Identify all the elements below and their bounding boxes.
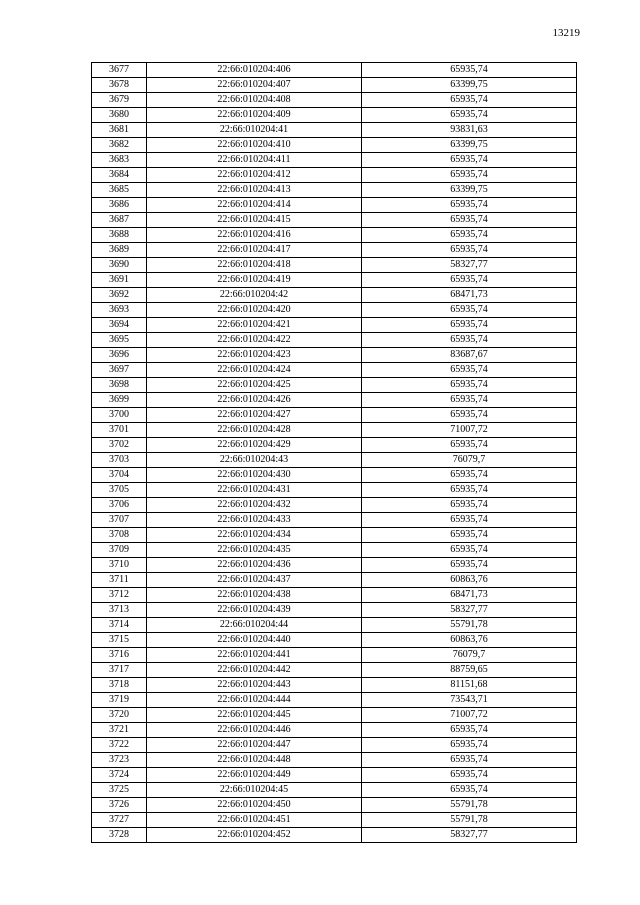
table-row bbox=[92, 528, 577, 543]
cadastral-value-cell: 65935,74 bbox=[362, 213, 577, 228]
cadastral-number-cell: 22:66:010204:414 bbox=[147, 198, 362, 213]
cadastral-value-cell: 76079,7 bbox=[362, 648, 577, 663]
cadastral-value-cell: 93831,63 bbox=[362, 123, 577, 138]
table-row bbox=[92, 468, 577, 483]
cadastral-number-cell: 22:66:010204:433 bbox=[147, 513, 362, 528]
cadastral-number-cell: 22:66:010204:432 bbox=[147, 498, 362, 513]
table-row bbox=[92, 618, 577, 633]
table-row bbox=[92, 423, 577, 438]
cadastral-number-cell: 22:66:010204:434 bbox=[147, 528, 362, 543]
cadastral-value-cell: 55791,78 bbox=[362, 798, 577, 813]
cadastral-number-cell: 22:66:010204:449 bbox=[147, 768, 362, 783]
cadastral-value-cell: 65935,74 bbox=[362, 738, 577, 753]
cadastral-number-cell: 22:66:010204:440 bbox=[147, 633, 362, 648]
row-number-cell: 3685 bbox=[92, 183, 147, 198]
table-row bbox=[92, 708, 577, 723]
cadastral-number-cell: 22:66:010204:428 bbox=[147, 423, 362, 438]
cadastral-number-cell: 22:66:010204:442 bbox=[147, 663, 362, 678]
row-number-cell: 3688 bbox=[92, 228, 147, 243]
row-number-cell: 3679 bbox=[92, 93, 147, 108]
cadastral-value-cell: 65935,74 bbox=[362, 438, 577, 453]
table-row bbox=[92, 333, 577, 348]
cadastral-number-cell: 22:66:010204:444 bbox=[147, 693, 362, 708]
row-number-cell: 3697 bbox=[92, 363, 147, 378]
row-number-cell: 3707 bbox=[92, 513, 147, 528]
cadastral-number-cell: 22:66:010204:41 bbox=[147, 123, 362, 138]
table-row bbox=[92, 543, 577, 558]
row-number-cell: 3718 bbox=[92, 678, 147, 693]
table-row bbox=[92, 483, 577, 498]
cadastral-number-cell: 22:66:010204:42 bbox=[147, 288, 362, 303]
cadastral-value-cell: 55791,78 bbox=[362, 813, 577, 828]
cadastral-value-cell: 65935,74 bbox=[362, 318, 577, 333]
table-row bbox=[92, 813, 577, 828]
cadastral-value-cell: 71007,72 bbox=[362, 708, 577, 723]
table-row bbox=[92, 753, 577, 768]
row-number-cell: 3691 bbox=[92, 273, 147, 288]
row-number-cell: 3702 bbox=[92, 438, 147, 453]
row-number-cell: 3698 bbox=[92, 378, 147, 393]
cadastral-value-cell: 65935,74 bbox=[362, 168, 577, 183]
table-row bbox=[92, 153, 577, 168]
row-number-cell: 3704 bbox=[92, 468, 147, 483]
cadastral-number-cell: 22:66:010204:445 bbox=[147, 708, 362, 723]
cadastral-number-cell: 22:66:010204:416 bbox=[147, 228, 362, 243]
table-row bbox=[92, 378, 577, 393]
row-number-cell: 3721 bbox=[92, 723, 147, 738]
row-number-cell: 3693 bbox=[92, 303, 147, 318]
cadastral-value-cell: 71007,72 bbox=[362, 423, 577, 438]
cadastral-number-cell: 22:66:010204:438 bbox=[147, 588, 362, 603]
cadastral-value-cell: 65935,74 bbox=[362, 468, 577, 483]
table-row bbox=[92, 318, 577, 333]
row-number-cell: 3717 bbox=[92, 663, 147, 678]
cadastral-number-cell: 22:66:010204:45 bbox=[147, 783, 362, 798]
table-row bbox=[92, 828, 577, 843]
table-row bbox=[92, 363, 577, 378]
table-row bbox=[92, 348, 577, 363]
cadastral-number-cell: 22:66:010204:437 bbox=[147, 573, 362, 588]
table-row bbox=[92, 168, 577, 183]
row-number-cell: 3681 bbox=[92, 123, 147, 138]
cadastral-value-cell: 65935,74 bbox=[362, 543, 577, 558]
row-number-cell: 3690 bbox=[92, 258, 147, 273]
cadastral-value-cell: 65935,74 bbox=[362, 273, 577, 288]
cadastral-value-cell: 65935,74 bbox=[362, 198, 577, 213]
table-row bbox=[92, 603, 577, 618]
cadastral-value-cell: 58327,77 bbox=[362, 258, 577, 273]
row-number-cell: 3705 bbox=[92, 483, 147, 498]
table-row bbox=[92, 108, 577, 123]
table-row bbox=[92, 258, 577, 273]
cadastral-value-cell: 68471,73 bbox=[362, 288, 577, 303]
table-row bbox=[92, 663, 577, 678]
cadastral-value-cell: 60863,76 bbox=[362, 633, 577, 648]
cadastral-value-cell: 65935,74 bbox=[362, 63, 577, 78]
cadastral-value-cell: 55791,78 bbox=[362, 618, 577, 633]
table-row bbox=[92, 198, 577, 213]
cadastral-number-cell: 22:66:010204:419 bbox=[147, 273, 362, 288]
cadastral-number-cell: 22:66:010204:420 bbox=[147, 303, 362, 318]
table-row bbox=[92, 213, 577, 228]
cadastral-number-cell: 22:66:010204:421 bbox=[147, 318, 362, 333]
cadastral-number-cell: 22:66:010204:413 bbox=[147, 183, 362, 198]
cadastral-number-cell: 22:66:010204:408 bbox=[147, 93, 362, 108]
cadastral-number-cell: 22:66:010204:423 bbox=[147, 348, 362, 363]
cadastral-value-cell: 65935,74 bbox=[362, 108, 577, 123]
table-row bbox=[92, 453, 577, 468]
row-number-cell: 3692 bbox=[92, 288, 147, 303]
row-number-cell: 3726 bbox=[92, 798, 147, 813]
cadastral-value-cell: 63399,75 bbox=[362, 183, 577, 198]
row-number-cell: 3703 bbox=[92, 453, 147, 468]
cadastral-number-cell: 22:66:010204:410 bbox=[147, 138, 362, 153]
table-row bbox=[92, 738, 577, 753]
table-row bbox=[92, 288, 577, 303]
row-number-cell: 3719 bbox=[92, 693, 147, 708]
table-row bbox=[92, 588, 577, 603]
row-number-cell: 3677 bbox=[92, 63, 147, 78]
row-number-cell: 3716 bbox=[92, 648, 147, 663]
cadastral-number-cell: 22:66:010204:435 bbox=[147, 543, 362, 558]
row-number-cell: 3720 bbox=[92, 708, 147, 723]
cadastral-value-cell: 65935,74 bbox=[362, 378, 577, 393]
page-number: 13219 bbox=[552, 27, 580, 39]
cadastral-number-cell: 22:66:010204:451 bbox=[147, 813, 362, 828]
cadastral-value-cell: 65935,74 bbox=[362, 93, 577, 108]
table-row bbox=[92, 558, 577, 573]
row-number-cell: 3700 bbox=[92, 408, 147, 423]
row-number-cell: 3678 bbox=[92, 78, 147, 93]
cadastral-number-cell: 22:66:010204:447 bbox=[147, 738, 362, 753]
row-number-cell: 3686 bbox=[92, 198, 147, 213]
table-row bbox=[92, 768, 577, 783]
cadastral-number-cell: 22:66:010204:409 bbox=[147, 108, 362, 123]
row-number-cell: 3710 bbox=[92, 558, 147, 573]
table-row bbox=[92, 648, 577, 663]
row-number-cell: 3711 bbox=[92, 573, 147, 588]
cadastral-number-cell: 22:66:010204:43 bbox=[147, 453, 362, 468]
table-row bbox=[92, 273, 577, 288]
cadastral-value-cell: 63399,75 bbox=[362, 78, 577, 93]
table-row bbox=[92, 783, 577, 798]
table-row bbox=[92, 93, 577, 108]
row-number-cell: 3682 bbox=[92, 138, 147, 153]
cadastral-value-cell: 65935,74 bbox=[362, 243, 577, 258]
cadastral-value-cell: 65935,74 bbox=[362, 303, 577, 318]
row-number-cell: 3683 bbox=[92, 153, 147, 168]
cadastral-number-cell: 22:66:010204:407 bbox=[147, 78, 362, 93]
cadastral-value-cell: 65935,74 bbox=[362, 363, 577, 378]
row-number-cell: 3706 bbox=[92, 498, 147, 513]
row-number-cell: 3709 bbox=[92, 543, 147, 558]
row-number-cell: 3696 bbox=[92, 348, 147, 363]
cadastral-number-cell: 22:66:010204:411 bbox=[147, 153, 362, 168]
cadastral-value-cell: 65935,74 bbox=[362, 228, 577, 243]
row-number-cell: 3722 bbox=[92, 738, 147, 753]
cadastral-number-cell: 22:66:010204:418 bbox=[147, 258, 362, 273]
table-row bbox=[92, 438, 577, 453]
row-number-cell: 3687 bbox=[92, 213, 147, 228]
cadastral-value-cell: 65935,74 bbox=[362, 408, 577, 423]
table-row bbox=[92, 243, 577, 258]
cadastral-number-cell: 22:66:010204:441 bbox=[147, 648, 362, 663]
cadastral-value-cell: 65935,74 bbox=[362, 333, 577, 348]
row-number-cell: 3725 bbox=[92, 783, 147, 798]
cadastral-number-cell: 22:66:010204:415 bbox=[147, 213, 362, 228]
cadastral-number-cell: 22:66:010204:427 bbox=[147, 408, 362, 423]
cadastral-number-cell: 22:66:010204:443 bbox=[147, 678, 362, 693]
cadastral-number-cell: 22:66:010204:425 bbox=[147, 378, 362, 393]
row-number-cell: 3723 bbox=[92, 753, 147, 768]
cadastral-value-cell: 58327,77 bbox=[362, 603, 577, 618]
table-row bbox=[92, 78, 577, 93]
row-number-cell: 3727 bbox=[92, 813, 147, 828]
cadastral-number-cell: 22:66:010204:436 bbox=[147, 558, 362, 573]
cadastral-value-cell: 58327,77 bbox=[362, 828, 577, 843]
cadastral-value-cell: 65935,74 bbox=[362, 153, 577, 168]
row-number-cell: 3714 bbox=[92, 618, 147, 633]
cadastral-value-cell: 65935,74 bbox=[362, 783, 577, 798]
table-row bbox=[92, 408, 577, 423]
cadastral-value-table bbox=[91, 62, 577, 843]
table-body bbox=[92, 63, 577, 843]
cadastral-number-cell: 22:66:010204:422 bbox=[147, 333, 362, 348]
cadastral-value-cell: 60863,76 bbox=[362, 573, 577, 588]
cadastral-value-cell: 65935,74 bbox=[362, 753, 577, 768]
row-number-cell: 3713 bbox=[92, 603, 147, 618]
cadastral-number-cell: 22:66:010204:430 bbox=[147, 468, 362, 483]
cadastral-value-cell: 65935,74 bbox=[362, 483, 577, 498]
cadastral-value-cell: 63399,75 bbox=[362, 138, 577, 153]
cadastral-number-cell: 22:66:010204:44 bbox=[147, 618, 362, 633]
table-row bbox=[92, 123, 577, 138]
table-row bbox=[92, 393, 577, 408]
row-number-cell: 3712 bbox=[92, 588, 147, 603]
table-row bbox=[92, 63, 577, 78]
row-number-cell: 3695 bbox=[92, 333, 147, 348]
cadastral-value-cell: 65935,74 bbox=[362, 498, 577, 513]
row-number-cell: 3694 bbox=[92, 318, 147, 333]
row-number-cell: 3699 bbox=[92, 393, 147, 408]
cadastral-value-cell: 65935,74 bbox=[362, 513, 577, 528]
cadastral-value-cell: 88759,65 bbox=[362, 663, 577, 678]
table-row bbox=[92, 693, 577, 708]
row-number-cell: 3728 bbox=[92, 828, 147, 843]
cadastral-value-cell: 83687,67 bbox=[362, 348, 577, 363]
table-row bbox=[92, 633, 577, 648]
row-number-cell: 3689 bbox=[92, 243, 147, 258]
table-row bbox=[92, 303, 577, 318]
cadastral-number-cell: 22:66:010204:406 bbox=[147, 63, 362, 78]
table-row bbox=[92, 723, 577, 738]
cadastral-number-cell: 22:66:010204:452 bbox=[147, 828, 362, 843]
cadastral-number-cell: 22:66:010204:450 bbox=[147, 798, 362, 813]
cadastral-number-cell: 22:66:010204:417 bbox=[147, 243, 362, 258]
cadastral-number-cell: 22:66:010204:429 bbox=[147, 438, 362, 453]
cadastral-number-cell: 22:66:010204:412 bbox=[147, 168, 362, 183]
row-number-cell: 3708 bbox=[92, 528, 147, 543]
cadastral-value-cell: 65935,74 bbox=[362, 393, 577, 408]
table-row bbox=[92, 228, 577, 243]
cadastral-value-cell: 65935,74 bbox=[362, 723, 577, 738]
table-row bbox=[92, 138, 577, 153]
row-number-cell: 3724 bbox=[92, 768, 147, 783]
row-number-cell: 3684 bbox=[92, 168, 147, 183]
row-number-cell: 3701 bbox=[92, 423, 147, 438]
cadastral-number-cell: 22:66:010204:448 bbox=[147, 753, 362, 768]
table-row bbox=[92, 678, 577, 693]
table-row bbox=[92, 498, 577, 513]
cadastral-value-cell: 65935,74 bbox=[362, 528, 577, 543]
cadastral-number-cell: 22:66:010204:439 bbox=[147, 603, 362, 618]
row-number-cell: 3715 bbox=[92, 633, 147, 648]
cadastral-value-cell: 65935,74 bbox=[362, 558, 577, 573]
cadastral-value-cell: 73543,71 bbox=[362, 693, 577, 708]
cadastral-number-cell: 22:66:010204:426 bbox=[147, 393, 362, 408]
table-row bbox=[92, 183, 577, 198]
cadastral-value-cell: 65935,74 bbox=[362, 768, 577, 783]
row-number-cell: 3680 bbox=[92, 108, 147, 123]
cadastral-number-cell: 22:66:010204:424 bbox=[147, 363, 362, 378]
cadastral-value-cell: 68471,73 bbox=[362, 588, 577, 603]
cadastral-number-cell: 22:66:010204:431 bbox=[147, 483, 362, 498]
cadastral-value-cell: 81151,68 bbox=[362, 678, 577, 693]
cadastral-number-cell: 22:66:010204:446 bbox=[147, 723, 362, 738]
table-row bbox=[92, 513, 577, 528]
table-row bbox=[92, 798, 577, 813]
table-row bbox=[92, 573, 577, 588]
cadastral-value-cell: 76079,7 bbox=[362, 453, 577, 468]
